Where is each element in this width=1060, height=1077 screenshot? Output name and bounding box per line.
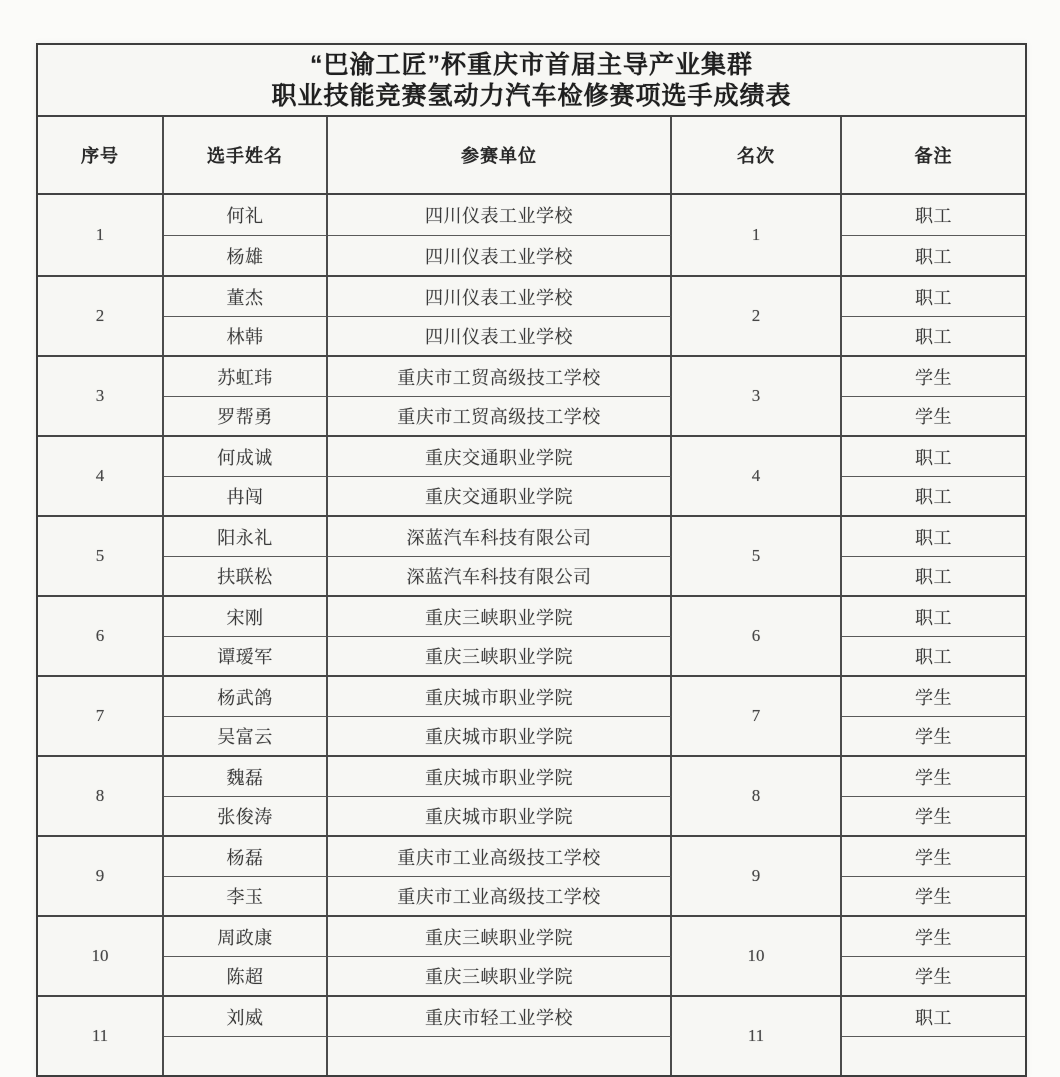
header-rank: 名次 — [672, 117, 842, 193]
player-2-name-cell: 扶联松 — [164, 556, 328, 595]
player-1-name-cell: 刘威 — [164, 997, 328, 1036]
rank-cell: 4 — [672, 437, 842, 515]
player-1-note-cell: 职工 — [915, 607, 952, 628]
rank-cell: 10 — [672, 917, 842, 995]
result-group — [38, 275, 1025, 355]
rank-cell: 2 — [672, 277, 842, 355]
player-1-note-cell: 学生 — [915, 767, 952, 788]
seq-cell: 1 — [38, 195, 164, 275]
player-2-note-cell: 职工 — [842, 235, 1025, 275]
result-group — [38, 515, 1025, 595]
player-1-name-cell: 何成诚 — [164, 437, 328, 476]
player-1-name-cell: 杨武鸽 — [164, 677, 328, 716]
player-2-unit-cell: 深蓝汽车科技有限公司 — [328, 556, 672, 595]
player-2-name-cell: 李玉 — [164, 876, 328, 915]
player-2-name-cell: 林韩 — [164, 316, 328, 355]
player-2-name-cell: 陈超 — [164, 956, 328, 995]
player-2-name-cell: 冉闯 — [164, 476, 328, 515]
player-2-note-cell: 职工 — [842, 316, 1025, 355]
player-1-unit-cell: 重庆三峡职业学院 — [328, 917, 672, 956]
result-group — [38, 435, 1025, 515]
seq-cell: 11 — [38, 997, 164, 1075]
player-1-name-cell: 董杰 — [164, 277, 328, 316]
player-2-name-cell: 罗帮勇 — [164, 396, 328, 435]
player-1-unit-cell: 重庆城市职业学院 — [328, 677, 672, 716]
seq-cell: 9 — [38, 837, 164, 915]
player-1-unit-cell: 深蓝汽车科技有限公司 — [328, 517, 672, 556]
result-group — [38, 835, 1025, 915]
player-2-note-cell: 学生 — [842, 876, 1025, 915]
player-1-note-cell: 职工 — [915, 447, 952, 468]
player-1-name-cell: 魏磊 — [164, 757, 328, 796]
header-seq: 序号 — [38, 117, 164, 193]
table-header-row — [38, 117, 1025, 195]
seq-cell: 10 — [38, 917, 164, 995]
seq-cell: 6 — [38, 597, 164, 675]
table-title — [38, 45, 1025, 117]
player-2-name-cell: 吴富云 — [164, 716, 328, 755]
player-1-unit-cell: 重庆三峡职业学院 — [328, 597, 672, 636]
result-group — [38, 595, 1025, 675]
player-2-unit-cell: 重庆三峡职业学院 — [328, 636, 672, 675]
seq-cell: 8 — [38, 757, 164, 835]
title-line-1: “巴渝工匠”杯重庆市首届主导产业集群 — [309, 51, 753, 79]
rank-cell: 7 — [672, 677, 842, 755]
player-2-name-cell — [164, 1036, 328, 1075]
rank-cell: 11 — [672, 997, 842, 1075]
seq-cell: 2 — [38, 277, 164, 355]
player-2-note-cell: 职工 — [842, 636, 1025, 675]
player-1-note-cell: 职工 — [915, 287, 952, 308]
player-1-unit-cell: 重庆市工贸高级技工学校 — [328, 357, 672, 396]
player-2-name-cell: 谭瑷军 — [164, 636, 328, 675]
result-group — [38, 995, 1025, 1075]
player-2-note-cell: 学生 — [842, 716, 1025, 755]
seq-cell: 3 — [38, 357, 164, 435]
player-2-unit-cell: 重庆交通职业学院 — [328, 476, 672, 515]
result-group — [38, 915, 1025, 995]
player-1-note-cell: 职工 — [915, 206, 952, 226]
seq-cell: 5 — [38, 517, 164, 595]
result-group — [38, 355, 1025, 435]
table-body — [38, 195, 1025, 1075]
player-1-note-cell: 职工 — [915, 527, 952, 548]
player-1-note-cell: 学生 — [915, 687, 952, 708]
player-2-name-cell: 杨雄 — [164, 235, 328, 275]
player-1-unit-cell: 重庆城市职业学院 — [328, 757, 672, 796]
player-2-note-cell: 学生 — [842, 956, 1025, 995]
player-2-unit-cell — [328, 1036, 672, 1075]
result-group — [38, 675, 1025, 755]
seq-cell: 4 — [38, 437, 164, 515]
player-1-name-cell: 何礼 — [164, 195, 328, 235]
player-1-name-cell: 宋刚 — [164, 597, 328, 636]
player-2-note-cell — [842, 1036, 1025, 1075]
player-2-unit-cell: 重庆市工贸高级技工学校 — [328, 396, 672, 435]
player-1-name-cell: 周政康 — [164, 917, 328, 956]
rank-cell: 1 — [672, 195, 842, 275]
rank-cell: 9 — [672, 837, 842, 915]
player-1-note-cell: 职工 — [915, 1007, 952, 1028]
results-table — [36, 43, 1027, 1077]
rank-cell: 8 — [672, 757, 842, 835]
player-1-note-cell: 学生 — [915, 367, 952, 388]
player-2-note-cell: 学生 — [842, 396, 1025, 435]
title-line-2: 职业技能竞赛氢动力汽车检修赛项选手成绩表 — [271, 82, 792, 110]
player-2-unit-cell: 重庆三峡职业学院 — [328, 956, 672, 995]
header-unit: 参赛单位 — [328, 117, 672, 193]
player-1-unit-cell: 四川仪表工业学校 — [328, 195, 672, 235]
player-2-unit-cell: 重庆市工业高级技工学校 — [328, 876, 672, 915]
rank-cell: 5 — [672, 517, 842, 595]
header-note: 备注 — [914, 146, 953, 166]
player-2-unit-cell: 四川仪表工业学校 — [328, 316, 672, 355]
rank-cell: 6 — [672, 597, 842, 675]
player-1-unit-cell: 重庆交通职业学院 — [328, 437, 672, 476]
rank-cell: 3 — [672, 357, 842, 435]
player-1-note-cell: 学生 — [915, 847, 952, 868]
player-1-unit-cell: 四川仪表工业学校 — [328, 277, 672, 316]
player-2-name-cell: 张俊涛 — [164, 796, 328, 835]
player-1-name-cell: 杨磊 — [164, 837, 328, 876]
player-2-unit-cell: 重庆城市职业学院 — [328, 716, 672, 755]
player-2-note-cell: 职工 — [842, 556, 1025, 595]
player-2-unit-cell: 重庆城市职业学院 — [328, 796, 672, 835]
player-2-note-cell: 学生 — [842, 796, 1025, 835]
player-1-note-cell: 学生 — [915, 927, 952, 948]
player-2-note-cell: 职工 — [842, 476, 1025, 515]
player-1-name-cell: 苏虹玮 — [164, 357, 328, 396]
player-2-unit-cell: 四川仪表工业学校 — [328, 235, 672, 275]
seq-cell: 7 — [38, 677, 164, 755]
result-group — [38, 755, 1025, 835]
player-1-unit-cell: 重庆市工业高级技工学校 — [328, 837, 672, 876]
player-1-name-cell: 阳永礼 — [164, 517, 328, 556]
result-group — [38, 195, 1025, 275]
header-player-name: 选手姓名 — [164, 117, 328, 193]
player-1-unit-cell: 重庆市轻工业学校 — [328, 997, 672, 1036]
